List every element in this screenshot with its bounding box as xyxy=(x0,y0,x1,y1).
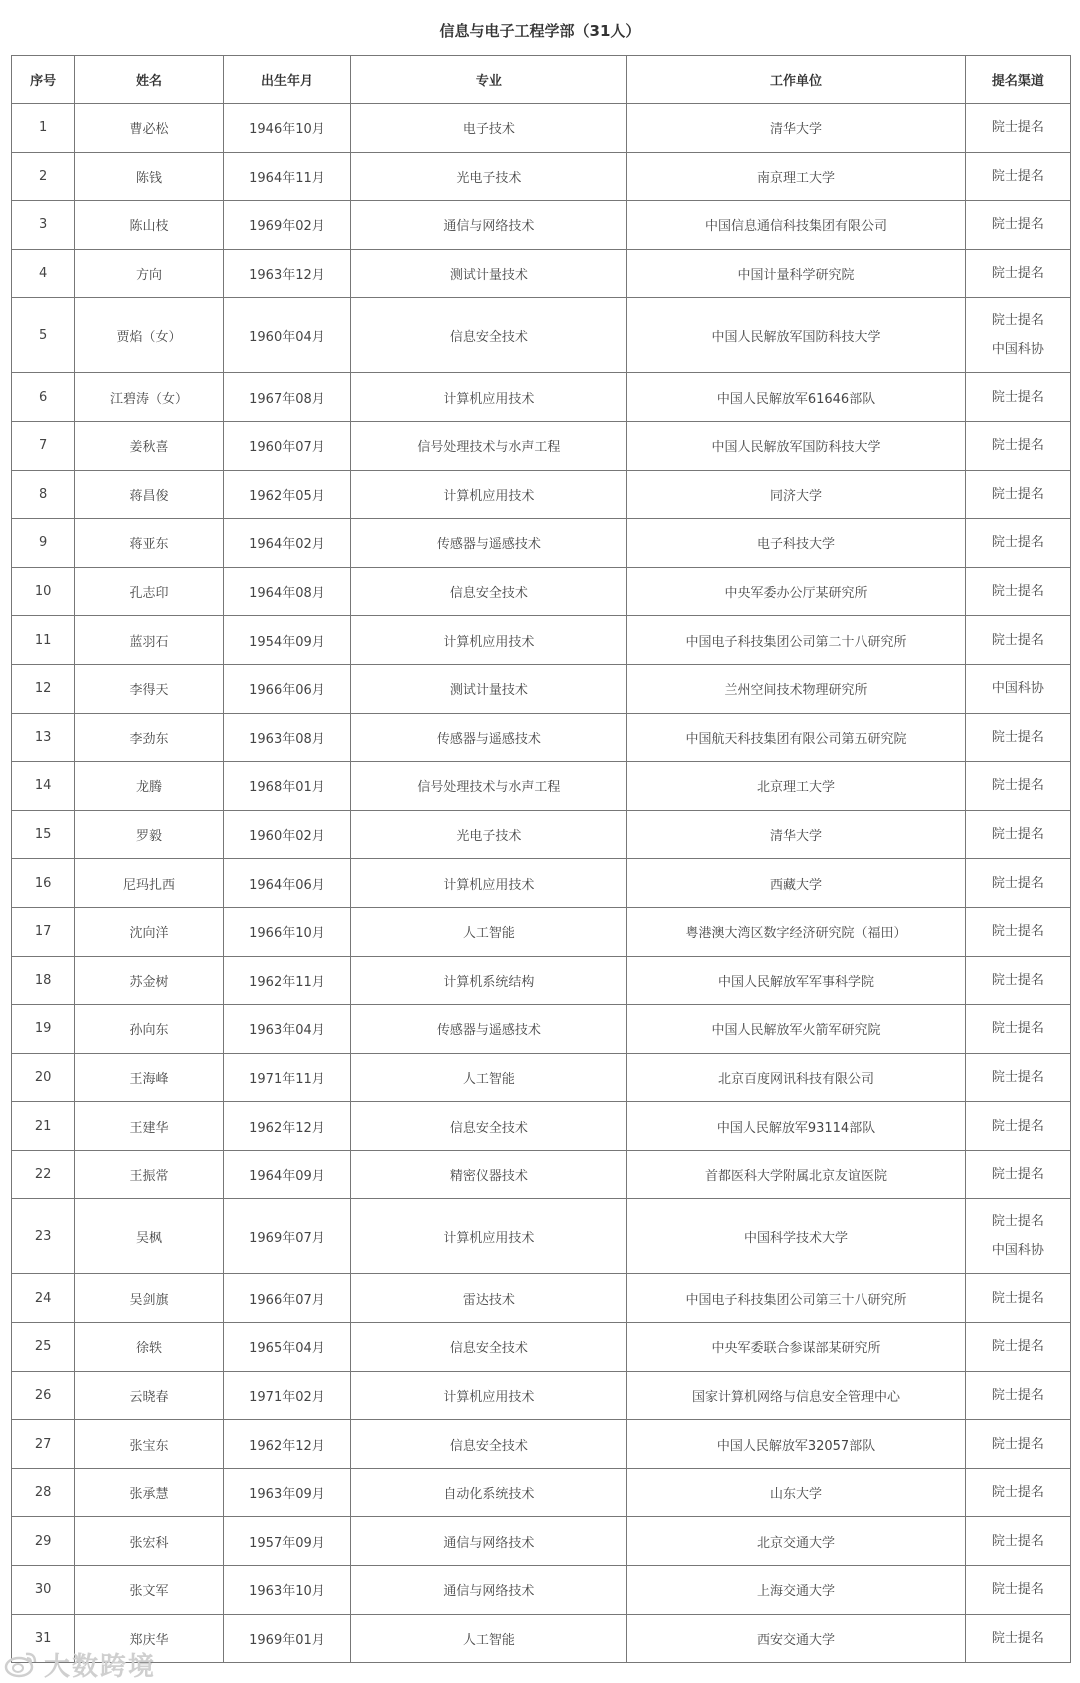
channel-label: 院士提名 xyxy=(991,486,1044,502)
cell-major: 测试计量技术 xyxy=(351,664,627,713)
cell-no: 27 xyxy=(12,1420,75,1469)
cell-birth: 1969年02月 xyxy=(223,201,351,250)
cell-no: 24 xyxy=(12,1274,75,1323)
cell-major: 信息安全技术 xyxy=(351,1420,627,1469)
cell-major: 人工智能 xyxy=(351,907,627,956)
table-row xyxy=(12,810,1071,859)
cell-major: 人工智能 xyxy=(351,1053,627,1102)
cell-channel xyxy=(965,664,1070,713)
cell-major: 雷达技术 xyxy=(351,1274,627,1323)
cell-unit: 中央军委联合参谋部某研究所 xyxy=(627,1323,965,1372)
cell-unit: 中国计量科学研究院 xyxy=(627,249,965,298)
cell-major: 精密仪器技术 xyxy=(351,1150,627,1199)
channel-label: 院士提名 xyxy=(991,924,1044,940)
channel-label: 院士提名 xyxy=(991,1533,1044,1549)
table-row xyxy=(12,1199,1071,1274)
cell-name: 罗毅 xyxy=(75,810,223,859)
table-row xyxy=(12,762,1071,811)
cell-unit: 北京百度网讯科技有限公司 xyxy=(627,1053,965,1102)
cell-channel xyxy=(965,470,1070,519)
cell-channel xyxy=(965,519,1070,568)
cell-unit: 国家计算机网络与信息安全管理中心 xyxy=(627,1371,965,1420)
channel-label: 院士提名 xyxy=(991,389,1044,405)
cell-unit: 中国人民解放军61646部队 xyxy=(627,373,965,422)
cell-unit: 南京理工大学 xyxy=(627,152,965,201)
cell-major: 通信与网络技术 xyxy=(351,1517,627,1566)
channel-label: 院士提名 xyxy=(991,1214,1044,1230)
table-row xyxy=(12,1614,1071,1663)
cell-major: 测试计量技术 xyxy=(351,249,627,298)
cell-name: 龙腾 xyxy=(75,762,223,811)
nominee-table xyxy=(11,55,1071,1663)
cell-channel xyxy=(965,104,1070,153)
cell-channel xyxy=(965,616,1070,665)
cell-no: 11 xyxy=(12,616,75,665)
cell-no: 21 xyxy=(12,1102,75,1151)
cell-major: 信息安全技术 xyxy=(351,1102,627,1151)
cell-channel xyxy=(965,956,1070,1005)
table-row xyxy=(12,1566,1071,1615)
cell-major: 电子技术 xyxy=(351,104,627,153)
cell-name: 张承慧 xyxy=(75,1468,223,1517)
cell-name: 陈山枝 xyxy=(75,201,223,250)
cell-channel xyxy=(965,1102,1070,1151)
cell-unit: 中央军委办公厅某研究所 xyxy=(627,567,965,616)
cell-birth: 1962年11月 xyxy=(223,956,351,1005)
cell-channel xyxy=(965,1371,1070,1420)
cell-channel xyxy=(965,1199,1070,1274)
cell-birth: 1969年01月 xyxy=(223,1614,351,1663)
table-row xyxy=(12,152,1071,201)
cell-unit: 中国人民解放军国防科技大学 xyxy=(627,421,965,470)
cell-no: 12 xyxy=(12,664,75,713)
cell-major: 传感器与遥感技术 xyxy=(351,713,627,762)
cell-name: 王海峰 xyxy=(75,1053,223,1102)
channel-label: 院士提名 xyxy=(991,1485,1044,1501)
cell-channel xyxy=(965,152,1070,201)
cell-channel xyxy=(965,1468,1070,1517)
channel-label: 中国科协 xyxy=(991,681,1044,697)
cell-major: 计算机应用技术 xyxy=(351,1371,627,1420)
table-row xyxy=(12,664,1071,713)
cell-channel xyxy=(965,1274,1070,1323)
cell-name: 沈向洋 xyxy=(75,907,223,956)
table-row xyxy=(12,713,1071,762)
cell-unit: 中国人民解放军93114部队 xyxy=(627,1102,965,1151)
cell-unit: 山东大学 xyxy=(627,1468,965,1517)
cell-birth: 1968年01月 xyxy=(223,762,351,811)
cell-name: 张宝东 xyxy=(75,1420,223,1469)
cell-unit: 粤港澳大湾区数字经济研究院（福田） xyxy=(627,907,965,956)
channel-label: 院士提名 xyxy=(991,1069,1044,1085)
cell-birth: 1969年07月 xyxy=(223,1199,351,1274)
channel-label: 院士提名 xyxy=(991,120,1044,136)
channel-label: 院士提名 xyxy=(991,1387,1044,1403)
cell-unit: 首都医科大学附属北京友谊医院 xyxy=(627,1150,965,1199)
cell-no: 18 xyxy=(12,956,75,1005)
page-title: 信息与电子工程学部（31人） xyxy=(439,22,641,40)
cell-no: 15 xyxy=(12,810,75,859)
channel-label: 院士提名 xyxy=(991,217,1044,233)
cell-unit: 北京交通大学 xyxy=(627,1517,965,1566)
cell-name: 徐轶 xyxy=(75,1323,223,1372)
cell-birth: 1957年09月 xyxy=(223,1517,351,1566)
column-header-major: 专业 xyxy=(351,56,627,104)
weibo-logo-icon xyxy=(4,1650,38,1678)
cell-channel xyxy=(965,1420,1070,1469)
cell-major: 计算机应用技术 xyxy=(351,1199,627,1274)
channel-label: 院士提名 xyxy=(991,632,1044,648)
table-row xyxy=(12,1420,1071,1469)
channel-label: 中国科协 xyxy=(991,342,1044,358)
cell-channel xyxy=(965,373,1070,422)
channel-label: 院士提名 xyxy=(991,875,1044,891)
table-row xyxy=(12,373,1071,422)
cell-no: 29 xyxy=(12,1517,75,1566)
cell-birth: 1963年08月 xyxy=(223,713,351,762)
cell-birth: 1964年11月 xyxy=(223,152,351,201)
cell-major: 计算机应用技术 xyxy=(351,373,627,422)
cell-no: 2 xyxy=(12,152,75,201)
cell-birth: 1971年02月 xyxy=(223,1371,351,1420)
cell-major: 传感器与遥感技术 xyxy=(351,1005,627,1054)
cell-no: 4 xyxy=(12,249,75,298)
channel-label: 院士提名 xyxy=(991,1290,1044,1306)
cell-name: 孙向东 xyxy=(75,1005,223,1054)
table-row xyxy=(12,616,1071,665)
cell-name: 苏金树 xyxy=(75,956,223,1005)
cell-name: 贾焰（女） xyxy=(75,298,223,373)
cell-channel xyxy=(965,810,1070,859)
cell-birth: 1966年10月 xyxy=(223,907,351,956)
column-header-no: 序号 xyxy=(12,56,75,104)
cell-major: 自动化系统技术 xyxy=(351,1468,627,1517)
table-row xyxy=(12,859,1071,908)
table-row xyxy=(12,1102,1071,1151)
cell-channel xyxy=(965,298,1070,373)
cell-major: 计算机应用技术 xyxy=(351,859,627,908)
channel-label: 院士提名 xyxy=(991,778,1044,794)
channel-label: 院士提名 xyxy=(991,438,1044,454)
watermark-text: 大数跨境 xyxy=(44,1651,157,1682)
cell-no: 5 xyxy=(12,298,75,373)
table-row xyxy=(12,421,1071,470)
column-header-channel: 提名渠道 xyxy=(965,56,1070,104)
channel-label: 院士提名 xyxy=(991,1021,1044,1037)
cell-name: 江碧涛（女） xyxy=(75,373,223,422)
table-row xyxy=(12,1371,1071,1420)
cell-unit: 中国人民解放军32057部队 xyxy=(627,1420,965,1469)
cell-major: 信息安全技术 xyxy=(351,567,627,616)
cell-name: 王振常 xyxy=(75,1150,223,1199)
cell-name: 方向 xyxy=(75,249,223,298)
table-row xyxy=(12,298,1071,373)
cell-name: 李得天 xyxy=(75,664,223,713)
cell-birth: 1964年09月 xyxy=(223,1150,351,1199)
cell-unit: 中国信息通信科技集团有限公司 xyxy=(627,201,965,250)
cell-name: 蓝羽石 xyxy=(75,616,223,665)
cell-no: 28 xyxy=(12,1468,75,1517)
cell-name: 姜秋喜 xyxy=(75,421,223,470)
cell-channel xyxy=(965,1053,1070,1102)
cell-unit: 清华大学 xyxy=(627,104,965,153)
cell-unit: 同济大学 xyxy=(627,470,965,519)
cell-no: 1 xyxy=(12,104,75,153)
cell-major: 通信与网络技术 xyxy=(351,1566,627,1615)
cell-channel xyxy=(965,1566,1070,1615)
cell-unit: 中国人民解放军国防科技大学 xyxy=(627,298,965,373)
cell-channel xyxy=(965,1005,1070,1054)
cell-birth: 1963年09月 xyxy=(223,1468,351,1517)
cell-birth: 1964年06月 xyxy=(223,859,351,908)
cell-birth: 1967年08月 xyxy=(223,373,351,422)
cell-no: 9 xyxy=(12,519,75,568)
channel-label: 院士提名 xyxy=(991,168,1044,184)
table-row xyxy=(12,1053,1071,1102)
table-row xyxy=(12,1517,1071,1566)
cell-channel xyxy=(965,907,1070,956)
cell-birth: 1962年12月 xyxy=(223,1420,351,1469)
cell-unit: 西藏大学 xyxy=(627,859,965,908)
cell-channel xyxy=(965,421,1070,470)
cell-name: 蒋昌俊 xyxy=(75,470,223,519)
table-row xyxy=(12,1005,1071,1054)
table-row xyxy=(12,1323,1071,1372)
table-row xyxy=(12,201,1071,250)
channel-label: 院士提名 xyxy=(991,1167,1044,1183)
cell-unit: 上海交通大学 xyxy=(627,1566,965,1615)
cell-birth: 1966年06月 xyxy=(223,664,351,713)
cell-major: 信息安全技术 xyxy=(351,298,627,373)
column-header-name: 姓名 xyxy=(75,56,223,104)
channel-label: 院士提名 xyxy=(991,266,1044,282)
cell-name: 李劲东 xyxy=(75,713,223,762)
cell-no: 3 xyxy=(12,201,75,250)
cell-name: 吴枫 xyxy=(75,1199,223,1274)
cell-channel xyxy=(965,249,1070,298)
cell-birth: 1946年10月 xyxy=(223,104,351,153)
cell-birth: 1960年07月 xyxy=(223,421,351,470)
cell-birth: 1963年12月 xyxy=(223,249,351,298)
cell-birth: 1963年10月 xyxy=(223,1566,351,1615)
cell-unit: 中国科学技术大学 xyxy=(627,1199,965,1274)
cell-channel xyxy=(965,713,1070,762)
cell-no: 20 xyxy=(12,1053,75,1102)
table-row xyxy=(12,956,1071,1005)
cell-no: 8 xyxy=(12,470,75,519)
cell-birth: 1962年05月 xyxy=(223,470,351,519)
cell-major: 传感器与遥感技术 xyxy=(351,519,627,568)
cell-unit: 中国人民解放军军事科学院 xyxy=(627,956,965,1005)
cell-channel xyxy=(965,1323,1070,1372)
cell-unit: 清华大学 xyxy=(627,810,965,859)
cell-major: 计算机系统结构 xyxy=(351,956,627,1005)
cell-channel xyxy=(965,1614,1070,1663)
cell-unit: 中国电子科技集团公司第三十八研究所 xyxy=(627,1274,965,1323)
column-header-unit: 工作单位 xyxy=(627,56,965,104)
cell-channel xyxy=(965,567,1070,616)
cell-unit: 北京理工大学 xyxy=(627,762,965,811)
cell-unit: 中国航天科技集团有限公司第五研究院 xyxy=(627,713,965,762)
table-row xyxy=(12,1468,1071,1517)
table-row xyxy=(12,104,1071,153)
cell-no: 17 xyxy=(12,907,75,956)
cell-birth: 1964年02月 xyxy=(223,519,351,568)
cell-unit: 中国人民解放军火箭军研究院 xyxy=(627,1005,965,1054)
cell-unit: 中国电子科技集团公司第二十八研究所 xyxy=(627,616,965,665)
cell-major: 通信与网络技术 xyxy=(351,201,627,250)
column-header-birth: 出生年月 xyxy=(223,56,351,104)
cell-major: 信号处理技术与水声工程 xyxy=(351,762,627,811)
cell-channel xyxy=(965,201,1070,250)
cell-name: 张文军 xyxy=(75,1566,223,1615)
channel-label: 院士提名 xyxy=(991,1436,1044,1452)
cell-birth: 1964年08月 xyxy=(223,567,351,616)
cell-major: 计算机应用技术 xyxy=(351,616,627,665)
table-row xyxy=(12,249,1071,298)
cell-no: 13 xyxy=(12,713,75,762)
channel-label: 院士提名 xyxy=(991,313,1044,329)
cell-major: 信息安全技术 xyxy=(351,1323,627,1372)
table-header-row xyxy=(12,56,1071,104)
cell-no: 30 xyxy=(12,1566,75,1615)
channel-label: 院士提名 xyxy=(991,584,1044,600)
cell-birth: 1960年02月 xyxy=(223,810,351,859)
cell-no: 7 xyxy=(12,421,75,470)
table-row xyxy=(12,907,1071,956)
cell-unit: 电子科技大学 xyxy=(627,519,965,568)
cell-no: 10 xyxy=(12,567,75,616)
channel-label: 院士提名 xyxy=(991,827,1044,843)
cell-no: 23 xyxy=(12,1199,75,1274)
cell-major: 计算机应用技术 xyxy=(351,470,627,519)
channel-label: 院士提名 xyxy=(991,729,1044,745)
cell-major: 人工智能 xyxy=(351,1614,627,1663)
cell-major: 信号处理技术与水声工程 xyxy=(351,421,627,470)
cell-birth: 1966年07月 xyxy=(223,1274,351,1323)
cell-name: 曹必松 xyxy=(75,104,223,153)
table-row xyxy=(12,470,1071,519)
cell-birth: 1963年04月 xyxy=(223,1005,351,1054)
cell-no: 22 xyxy=(12,1150,75,1199)
cell-birth: 1962年12月 xyxy=(223,1102,351,1151)
channel-label: 院士提名 xyxy=(991,1582,1044,1598)
watermark xyxy=(4,1648,156,1680)
channel-label: 院士提名 xyxy=(991,535,1044,551)
cell-unit: 兰州空间技术物理研究所 xyxy=(627,664,965,713)
cell-birth: 1971年11月 xyxy=(223,1053,351,1102)
cell-channel xyxy=(965,859,1070,908)
channel-label: 院士提名 xyxy=(991,972,1044,988)
cell-no: 26 xyxy=(12,1371,75,1420)
cell-birth: 1954年09月 xyxy=(223,616,351,665)
cell-name: 孔志印 xyxy=(75,567,223,616)
cell-no: 14 xyxy=(12,762,75,811)
cell-no: 31 xyxy=(12,1614,75,1663)
cell-unit: 西安交通大学 xyxy=(627,1614,965,1663)
cell-no: 19 xyxy=(12,1005,75,1054)
cell-name: 云晓春 xyxy=(75,1371,223,1420)
channel-label: 院士提名 xyxy=(991,1339,1044,1355)
cell-name: 陈钱 xyxy=(75,152,223,201)
cell-name: 吴剑旗 xyxy=(75,1274,223,1323)
cell-major: 光电子技术 xyxy=(351,152,627,201)
cell-name: 尼玛扎西 xyxy=(75,859,223,908)
cell-no: 25 xyxy=(12,1323,75,1372)
cell-channel xyxy=(965,762,1070,811)
table-row xyxy=(12,567,1071,616)
cell-name: 蒋亚东 xyxy=(75,519,223,568)
table-row xyxy=(12,1274,1071,1323)
cell-channel xyxy=(965,1517,1070,1566)
cell-channel xyxy=(965,1150,1070,1199)
cell-no: 6 xyxy=(12,373,75,422)
cell-birth: 1965年04月 xyxy=(223,1323,351,1372)
cell-birth: 1960年04月 xyxy=(223,298,351,373)
cell-name: 王建华 xyxy=(75,1102,223,1151)
channel-label: 院士提名 xyxy=(991,1118,1044,1134)
cell-no: 16 xyxy=(12,859,75,908)
channel-label: 院士提名 xyxy=(991,1630,1044,1646)
channel-label: 中国科协 xyxy=(991,1243,1044,1259)
cell-name: 郑庆华 xyxy=(75,1614,223,1663)
table-row xyxy=(12,519,1071,568)
table-row xyxy=(12,1150,1071,1199)
cell-major: 光电子技术 xyxy=(351,810,627,859)
cell-name: 张宏科 xyxy=(75,1517,223,1566)
